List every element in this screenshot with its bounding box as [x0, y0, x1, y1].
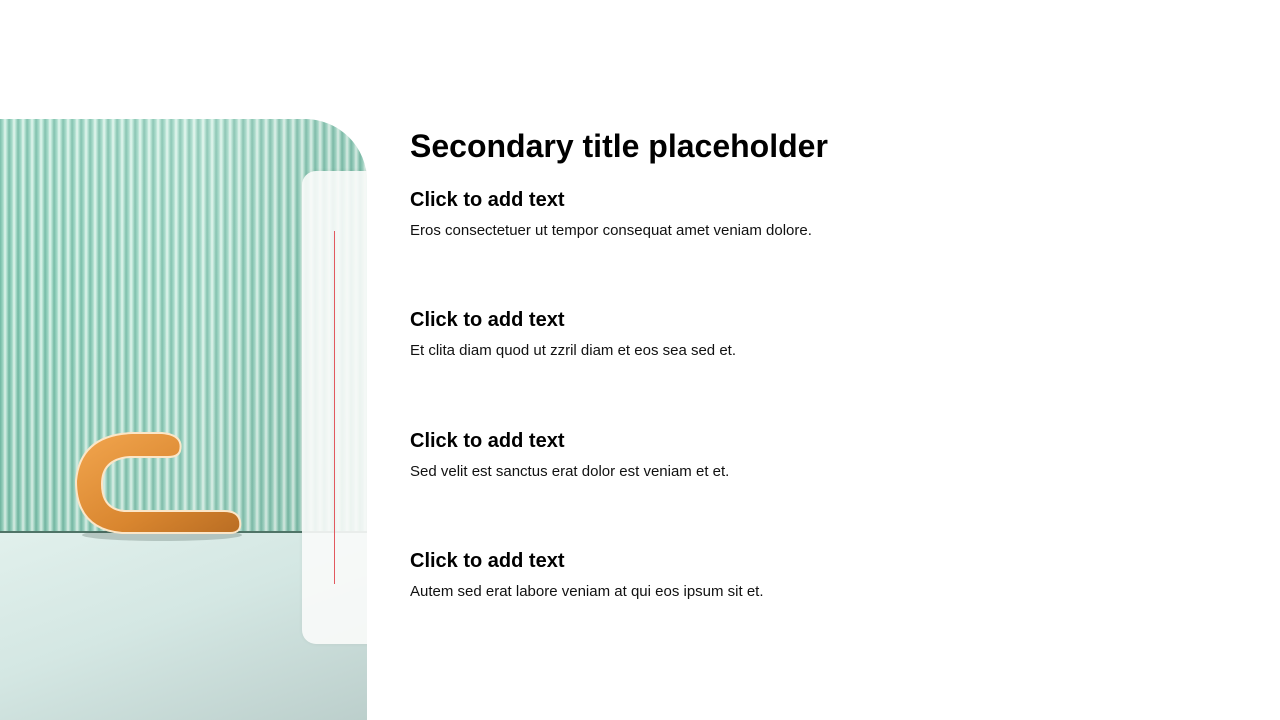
item-heading[interactable]: Click to add text [410, 430, 565, 452]
list-item [410, 548, 1230, 602]
item-body[interactable]: Et clita diam quod ut zzril diam et eos sea sed et. [410, 342, 736, 359]
list-item [410, 428, 1230, 482]
list-item [410, 307, 1230, 361]
item-heading[interactable]: Click to add text [410, 550, 565, 572]
item-heading[interactable]: Click to add text [410, 309, 565, 331]
slide-title[interactable]: Secondary title placeholder [410, 128, 828, 164]
list-item [410, 187, 1230, 241]
orange-c-shape-icon [72, 429, 242, 541]
panel-edge [367, 119, 387, 720]
item-heading[interactable]: Click to add text [410, 189, 565, 211]
item-body[interactable]: Autem sed erat labore veniam at qui eos ipsum sit et. [410, 583, 764, 600]
item-body[interactable]: Eros consectetuer ut tempor consequat amet veniam dolore. [410, 222, 812, 239]
accent-divider [334, 231, 335, 584]
item-body[interactable]: Sed velit est sanctus erat dolor est veniam et et. [410, 463, 730, 480]
